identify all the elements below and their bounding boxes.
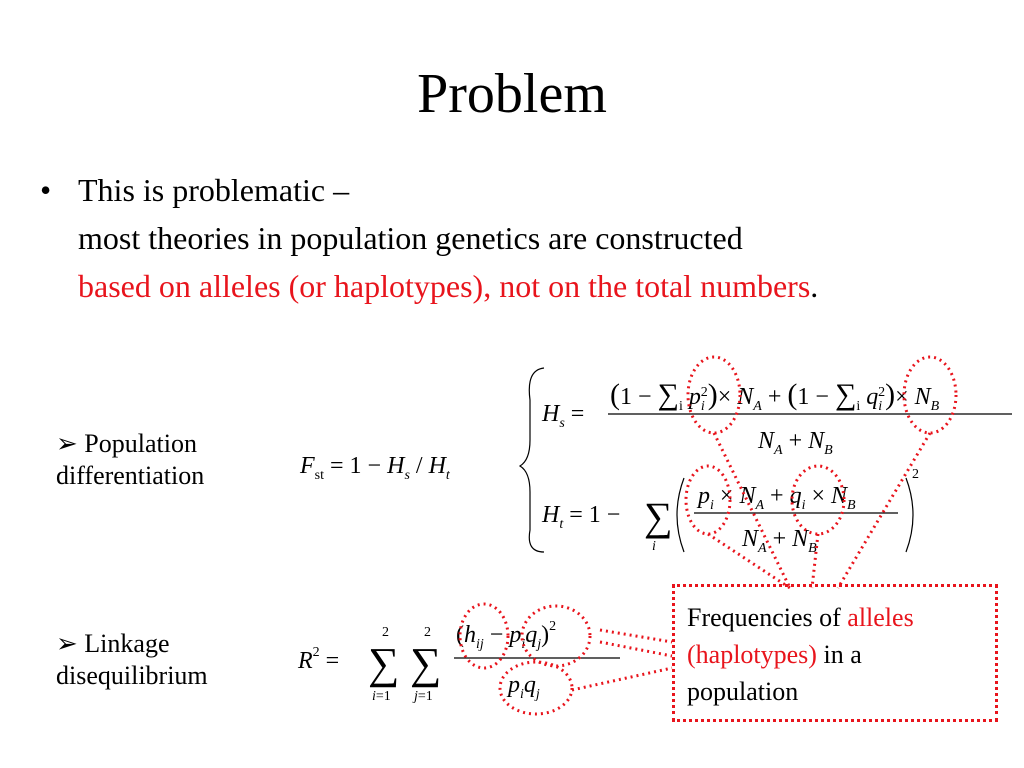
svg-text:∑: ∑ bbox=[368, 639, 400, 688]
svg-text:pi × NA + qi × NB: $p_i \times N_A + q_i \times N_B$ bbox=[698, 483, 856, 513]
svg-text:piqj: $p_iq_j$ bbox=[508, 672, 540, 702]
subitem-label-1: Linkage bbox=[84, 629, 170, 658]
callout-prefix: Frequencies of bbox=[687, 603, 848, 632]
svg-text:R2 =: $R^2$ = bbox=[298, 645, 340, 674]
svg-text:Fst = 1 − Hs / Ht: $F_{st} = 1 - H_s / H_t$ bbox=[300, 453, 450, 483]
ht-equation bbox=[541, 467, 919, 556]
annotation-callout bbox=[672, 584, 998, 722]
svg-text:Hs =: $H_s$ = bbox=[542, 401, 585, 431]
svg-text:2: 2 bbox=[424, 625, 431, 640]
callout-alleles: alleles bbox=[847, 603, 914, 632]
slide-title: Problem bbox=[417, 63, 607, 125]
r2-equation bbox=[297, 619, 620, 704]
svg-text:∑: ∑ bbox=[644, 494, 673, 539]
arrow-bullet-icon: ➢ bbox=[56, 629, 78, 658]
bullet-line-1: This is problematic – bbox=[78, 172, 350, 208]
bullet-dot-icon: • bbox=[40, 172, 52, 208]
svg-text:(hij − piqj)2: $(h_{ij} - p_iq_j)^2$ bbox=[456, 619, 557, 652]
svg-text:NA + NB: $N_A + N_B$ bbox=[758, 428, 833, 458]
curly-brace bbox=[520, 368, 544, 552]
callout-suffix-2: population bbox=[687, 677, 799, 706]
bullet-line-2: most theories in population genetics are constructed bbox=[78, 220, 743, 256]
svg-text:i=1: i=1 bbox=[372, 689, 391, 704]
svg-text:NA + NB: $N_A + N_B$ bbox=[742, 526, 817, 556]
svg-text:∑: ∑ bbox=[410, 639, 442, 688]
svg-text:(1 − ∑i pi2)× NA + (1 − ∑i qi2: ($1 - \sum_i$ $p_i2)\times N_A + (1 - \sum_i$ $q_i2)\times N_B$ bbox=[610, 378, 940, 414]
svg-text:i: i bbox=[652, 539, 656, 554]
svg-text:2: 2 bbox=[912, 467, 919, 482]
subitem-label-1: Population bbox=[84, 429, 197, 458]
callout-suffix-1: in a bbox=[816, 640, 862, 669]
hs-equation bbox=[541, 378, 1012, 458]
bullet-red-text: based on alleles (or haplotypes), not on the total numbers bbox=[78, 268, 811, 304]
arrow-bullet-icon: ➢ bbox=[56, 429, 78, 458]
subitem-label-2: differentiation bbox=[56, 461, 205, 490]
callout-haplotypes: (haplotypes) bbox=[687, 640, 817, 669]
svg-text:2: 2 bbox=[382, 625, 389, 640]
bullet-end-punct: . bbox=[810, 268, 819, 304]
svg-text:j=1: j=1 bbox=[414, 689, 433, 704]
fst-equation bbox=[299, 453, 451, 483]
subitem-label-2: disequilibrium bbox=[56, 661, 208, 690]
svg-text:Ht = 1 −: $H_t = 1$ − bbox=[542, 502, 621, 532]
